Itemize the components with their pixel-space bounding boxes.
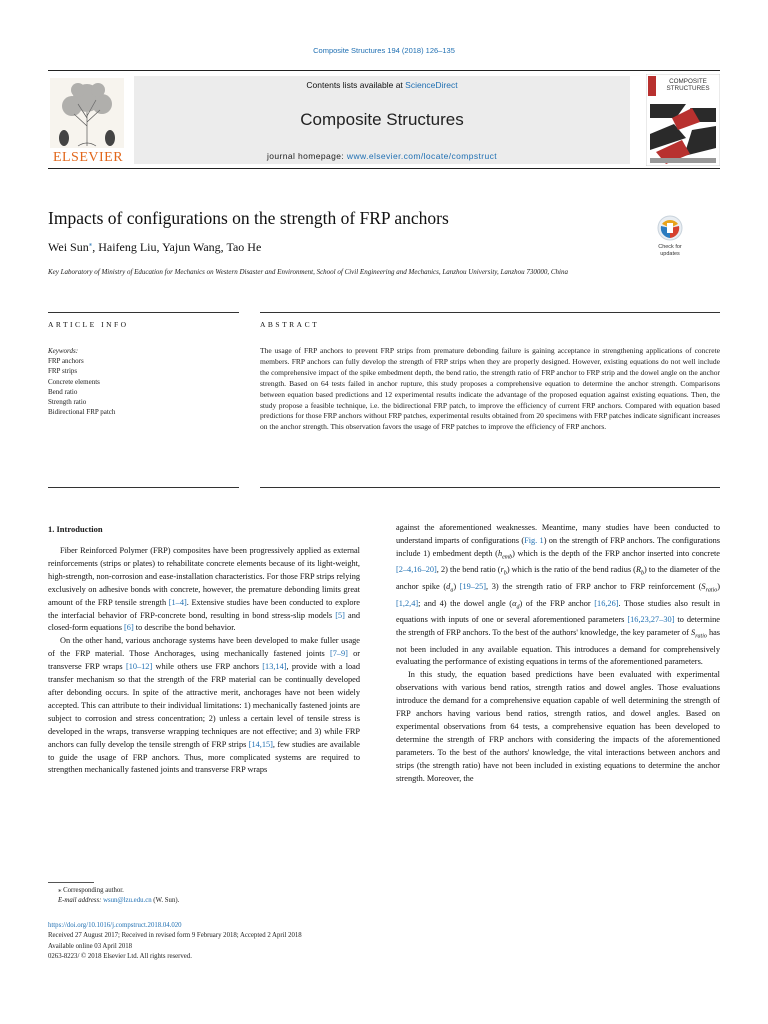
text-run: On the other hand, various anchorage systems have been developed to make fuller usage of the FRP material. Those Anchorages, using mechanically fastened joints: [48, 636, 360, 659]
footnote-rule: [48, 882, 94, 883]
corresponding-author-name[interactable]: Wei Sun: [48, 240, 89, 254]
doi-link[interactable]: https://doi.org/10.1016/j.compstruct.2018.04.020: [48, 922, 182, 929]
text-run: , provide with a load transfer mechanism so that the strength of the FRP material can be continually developed after debonding occurs. In spite of the attractive merit, anchorages have not been widely accepted. This can attribute to their individual limitations: 1) mechanically fastened joints are subject to corrosion and stress concentration; 2) unless a certain level of tensile stress is developed in the wraps, transverse wrapping techniques are not effective; and 3) while FRP anchors can fully develop the tensile strength of FRP strips: [48, 662, 361, 749]
symbol-subscript: ratio: [695, 633, 707, 640]
reference-link[interactable]: [14,15]: [248, 739, 273, 749]
keywords-label: Keywords:: [48, 347, 79, 355]
publication-info: [48, 921, 468, 962]
keyword-item: FRP strips: [48, 367, 78, 376]
intro-paragraph-2: [48, 635, 360, 777]
keyword-item: Bend ratio: [48, 387, 78, 396]
symbol-base: R: [635, 565, 642, 575]
reference-link[interactable]: [1–4]: [168, 597, 187, 607]
reference-link[interactable]: [6]: [124, 623, 134, 633]
footnotes: [48, 886, 378, 906]
author-affiliation: Key Laboratory of Ministry of Education for Mechanics on Western Disaster and Environment, School of Civil Engineering and Mechanics, Lanzhou University, Lanzhou 730000, China: [48, 268, 568, 276]
check-for-updates-badge[interactable]: [648, 214, 692, 260]
symbol-base: h: [497, 548, 503, 558]
intro-paragraph-3: In this study, the equation based predictions have been evaluated with experimental observations with various bend ratios, strength ratios and dowel angles. Those evaluations introduce the demand for a comprehensive equation capable of well determining the strength of FRP anchors having various bend ratios, strength ratios, and dowel angles. Based on experimental observations from 64 tests, a comprehensive equation has been developed to determine the strength of FRP anchors with considering the impacts of the aforementioned parameters. To the best of the authors' knowledge, the vital interactions between anchors and strips (the strength ratio) have not been included in existing equations to determine the anchor strength. Moreover, the: [396, 670, 720, 783]
introduction-heading: 1. Introduction: [48, 524, 103, 534]
text-run: has not been included in any available equation. This introduces a demand for comprehensively evaluating the performance of existing equations in terms of the aforementioned parameters.: [396, 627, 720, 667]
symbol-h-emb: [497, 548, 513, 561]
symbol-S-ratio: [691, 627, 707, 640]
text-run: , few studies are available to guide the usage of FRP anchors. Thus, more complicated systems are required to strengthen mechanically fastened joints and transverse FRP wraps: [48, 739, 360, 775]
text-run: . Those studies also result in equations with inputs of one or several aforementioned parameters: [396, 598, 720, 625]
text-run: while others use FRP anchors: [152, 662, 263, 672]
text-run: ; and 4) the dowel angle (: [418, 598, 513, 608]
text-run: ) to the diameter of the anchor spike (: [396, 565, 721, 591]
abstract-text: The usage of FRP anchors to prevent FRP strips from premature debonding failure is gaining acceptance in strengthening applications of concrete members. FRP anchors can fully develop the strength of FRP strips when they are properly designed. However, existing equations do not well include the comprehensive impact of the spike embedment depth, the bend ratio, the strength ratio of FRP anchor to FRP strip and the dowel angle on the anchor strength. Based on 64 tests failed in anchor rupture, this study proposes a comprehensive equation to determine the anchor strength. Comparisons between equation based predictions and 12 experimental results indicate the advantage of the proposed equation against existing equations. Then, the study propose a feasible technique, i.e. the bidirectional FRP patch, to improve the efficiency of current FRP anchors. Compared with equation based predictions for those FRP anchors without FRP patches, experimental results obtained from 20 specimens with FRP patches indicate significant increases on the anchor strength. This observation favors the usage of FRP patches to improve the efficiency of FRP anchors.: [260, 346, 720, 432]
keyword-item: Concrete elements: [48, 377, 100, 386]
journal-homepage-line: [134, 151, 630, 161]
text-run: ) on the strength of FRP anchors. The configurations include 1) embedment depth (: [396, 535, 720, 558]
text-run: against the aforementioned weaknesses. Meantime, many studies have been conducted to understand imparts of configurations (: [396, 523, 720, 545]
keywords-block: [48, 346, 238, 417]
article-info-heading: ARTICLE INFO: [48, 320, 129, 329]
text-run: ): [717, 581, 721, 591]
text-run: ) of the FRP anchor: [519, 598, 595, 608]
reference-link[interactable]: [13,14]: [262, 662, 287, 672]
text-run: Fiber Reinforced Polymer (FRP) composites have been progressively applied as external reinforcements (strips or plates) to rehabilitate concrete elements because of its light-weight, high-strength, non-corrosion and ease-installation characteristics. For those FRP strips relying exclusively on adhesive bonds with concrete, however, the premature debonding limits great amount of the FRP tensile strength: [48, 546, 360, 607]
reference-link[interactable]: [5]: [335, 610, 345, 620]
symbol-base: S: [691, 627, 696, 637]
contents-availability-line: [134, 80, 630, 90]
symbol-subscript: ratio: [705, 587, 718, 594]
crossmark-label-1: Check for: [658, 244, 682, 250]
elsevier-wordmark: ELSEVIER: [52, 150, 124, 165]
intro-paragraph-2-continued: [396, 522, 720, 669]
text-run: ) which is the ratio of the bend radius (: [506, 565, 636, 575]
figure-link[interactable]: Fig. 1: [524, 535, 544, 545]
abstract-bottom-rule: [260, 487, 720, 488]
symbol-S-ratio: [701, 581, 718, 594]
copyright-line: 0263-8223/ © 2018 Elsevier Ltd. All rights reserved.: [48, 952, 192, 960]
reference-link[interactable]: [1,2,4]: [396, 598, 419, 608]
masthead-top-rule: [48, 70, 720, 71]
reference-link[interactable]: [16,23,27–30]: [627, 615, 675, 625]
text-run: or transverse FRP wraps: [48, 649, 360, 672]
keyword-item: FRP anchors: [48, 357, 84, 366]
email-note: [48, 896, 378, 906]
reference-link[interactable]: [10–12]: [125, 662, 153, 672]
text-run: , 3) the strength ratio of FRP anchor to FRP reinforcement (: [486, 581, 702, 591]
reference-link[interactable]: [16,26]: [594, 598, 619, 608]
journal-name: Composite Structures: [300, 110, 464, 129]
symbol-R-b: [635, 565, 645, 578]
journal-citation-link[interactable]: Composite Structures 194 (2018) 126–135: [313, 46, 455, 55]
author-list: [48, 240, 261, 255]
text-run: to describe the bond behavior.: [133, 623, 236, 633]
corresponding-author-mark[interactable]: ⁎: [88, 240, 93, 248]
text-run: and closed-form equations: [48, 610, 360, 633]
elsevier-tree-logo: [48, 76, 126, 150]
symbol-base: d: [446, 581, 451, 591]
journal-homepage-link[interactable]: www.elsevier.com/locate/compstruct: [346, 151, 498, 161]
email-label: E-mail address:: [58, 897, 104, 904]
right-column-body: [396, 522, 720, 786]
symbol-base: r: [500, 565, 504, 575]
online-date: Available online 03 April 2018: [48, 942, 133, 950]
abstract-top-rule: [260, 312, 720, 313]
journal-cover-thumbnail[interactable]: [646, 74, 720, 166]
left-column-body: [48, 545, 360, 777]
symbol-base: α: [512, 598, 517, 608]
text-run: . Extensive studies have been conducted to explore the interfacial behavior of FRP-concrete bond, resulting in bond stress-slip models: [48, 597, 360, 620]
symbol-subscript: emb: [502, 554, 513, 561]
crossmark-label-2: updates: [660, 251, 680, 257]
abstract-heading: ABSTRACT: [260, 320, 320, 329]
received-dates: Received 27 August 2017; Received in revised form 9 February 2018; Accepted 2 April 2018: [48, 932, 302, 940]
email-suffix: (W. Sun).: [151, 897, 180, 904]
text-run: to determine the strength of FRP anchors. To the best of the authors' knowledge, the key parameter of: [396, 615, 720, 637]
contents-prefix: Contents lists available at: [306, 80, 406, 90]
cover-title-line-2: STRUCTURES: [666, 85, 710, 92]
text-run: ): [453, 581, 460, 591]
symbol-subscript: d: [516, 604, 520, 611]
symbol-subscript: b: [503, 571, 507, 578]
reference-link[interactable]: [7–9]: [329, 649, 348, 659]
keyword-item: Strength ratio: [48, 398, 87, 407]
text-run: , 2) the bend ratio (: [436, 565, 501, 575]
sciencedirect-link[interactable]: ScienceDirect: [405, 80, 458, 90]
reference-link[interactable]: [2–4,16–20]: [396, 565, 437, 575]
reference-link[interactable]: [19–25]: [459, 581, 487, 591]
symbol-subscript: b: [641, 571, 645, 578]
symbol-base: S: [701, 581, 706, 591]
corresponding-author-note: ⁎ Corresponding author.: [58, 887, 124, 894]
intro-paragraph-1: [48, 545, 360, 635]
text-run: ) which is the depth of the FRP anchor inserted into concrete: [512, 548, 720, 558]
email-link[interactable]: wsun@lzu.edu.cn: [103, 897, 152, 904]
symbol-subscript: a: [450, 587, 454, 594]
article-title: Impacts of configurations on the strength of FRP anchors: [48, 208, 449, 228]
masthead-bottom-rule: [48, 168, 720, 169]
co-authors: , Haifeng Liu, Yajun Wang, Tao He: [92, 240, 262, 254]
cover-title-line-1: COMPOSITE: [669, 78, 707, 85]
article-info-bottom-rule: [48, 487, 239, 488]
homepage-prefix: journal homepage:: [266, 151, 347, 161]
keyword-item: Bidirectional FRP patch: [48, 408, 116, 417]
article-info-top-rule: [48, 312, 239, 313]
